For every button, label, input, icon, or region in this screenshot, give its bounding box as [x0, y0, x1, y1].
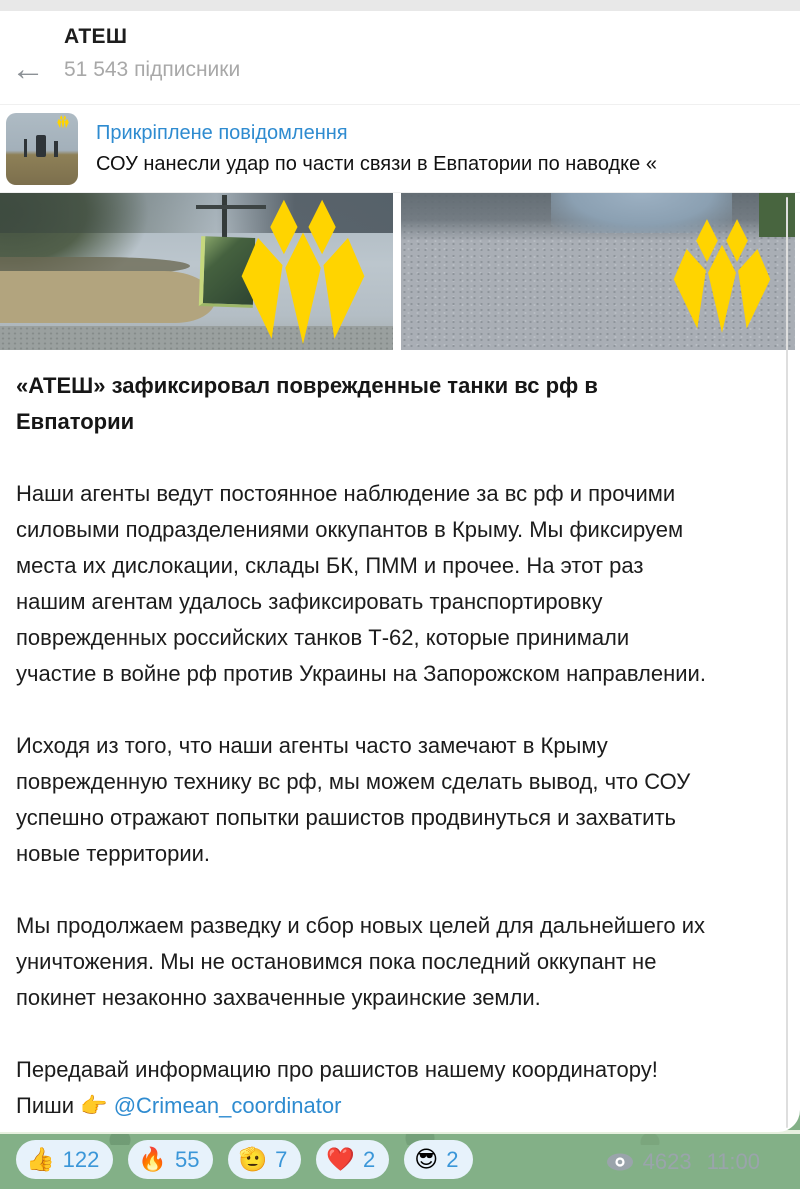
post-photo-road[interactable] — [401, 193, 795, 350]
back-arrow-icon: ← — [11, 50, 45, 88]
reaction-count: 55 — [175, 1146, 200, 1172]
reaction-count: 2 — [363, 1146, 376, 1172]
post-photo-puddle[interactable] — [0, 193, 393, 350]
thumb-antenna-shape — [54, 141, 58, 157]
pinned-message-bar[interactable] — [0, 105, 800, 193]
photo-sand-bank — [0, 271, 215, 323]
window-top-strip — [0, 0, 800, 11]
saluting-face-icon: 🫡 — [238, 1146, 268, 1172]
atesh-logo-icon — [54, 115, 72, 129]
post-photos — [0, 193, 800, 350]
pinned-label: Прикріплене повідомлення — [96, 121, 348, 144]
views-count: 4623 — [642, 1149, 692, 1174]
sunglasses-face-icon: 😎 — [414, 1146, 439, 1172]
cta-prefix: Пиши — [16, 1093, 81, 1118]
fire-icon: 🔥 — [138, 1146, 167, 1172]
post-content — [0, 350, 800, 1189]
reaction-fire[interactable] — [128, 1140, 213, 1179]
thumb-antenna-shape — [36, 135, 46, 157]
channel-header — [0, 11, 800, 105]
thumbsup-icon: 👍 — [26, 1146, 55, 1172]
atesh-logo-watermark — [219, 197, 387, 347]
reaction-salute[interactable] — [228, 1140, 301, 1179]
thumb-antenna-shape — [24, 139, 27, 157]
reaction-heart[interactable] — [316, 1140, 389, 1179]
post-paragraph: Исходя из того, что наши агенты часто замечают в Крыму поврежденную технику вс рф, мы можем сделать вывод, что СОУ успешно отражают попытки рашистов продвинуться и захватить новые территории. — [16, 733, 691, 866]
views-and-time — [606, 1149, 760, 1179]
scrollbar[interactable] — [786, 197, 788, 1128]
pinned-texts — [96, 122, 657, 176]
reaction-thumbsup[interactable] — [16, 1140, 113, 1179]
channel-subscribers: 51 543 підписники — [64, 58, 241, 81]
post-title: «АТЕШ» зафиксировал поврежденные танки вс рф в Евпатории — [16, 373, 598, 434]
pointing-hand-icon: 👉 — [80, 1093, 108, 1118]
reaction-count: 7 — [275, 1146, 288, 1172]
reaction-count: 122 — [62, 1146, 100, 1172]
post-cta-line: Передавай информацию про рашистов нашему координатору! — [16, 1057, 658, 1082]
message-time: 11:00 — [706, 1149, 760, 1174]
back-button[interactable] — [6, 47, 50, 91]
coordinator-link[interactable]: @Crimean_coordinator — [113, 1093, 342, 1118]
atesh-logo-watermark — [661, 217, 783, 335]
reaction-count: 2 — [446, 1146, 459, 1172]
message-bubble — [0, 11, 800, 1174]
post-paragraph: Мы продолжаем разведку и сбор новых целей для дальнейшего их уничтожения. Мы не остановимся пока последний оккупант не покинет незаконно захваченные украинские земли. — [16, 913, 706, 1010]
pinned-preview-text: СОУ нанесли удар по части связи в Евпатории по наводке « — [96, 152, 657, 175]
heart-icon: ❤️ — [326, 1146, 356, 1172]
channel-title: АТЕШ — [64, 25, 128, 48]
reactions-row — [16, 1140, 473, 1179]
reaction-sunglasses[interactable] — [404, 1140, 472, 1179]
post-paragraph: Наши агенты ведут постоянное наблюдение за вс рф и прочими силовыми подразделениями оккупантов в Крыму. Мы фиксируем места их дислокации, склады БК, ПММ и прочее. На этот раз нашим агентам удалось зафиксировать транспортировку поврежденных российских танков Т-62, которые принимали участие в войне рф против Украины на Запорожском направлении. — [16, 481, 706, 686]
post-cta-contact-line — [16, 1088, 760, 1124]
views-eye-icon — [606, 1153, 634, 1171]
pinned-thumbnail — [6, 113, 78, 185]
channel-info[interactable] — [64, 25, 240, 82]
message-meta-row — [16, 1140, 760, 1189]
